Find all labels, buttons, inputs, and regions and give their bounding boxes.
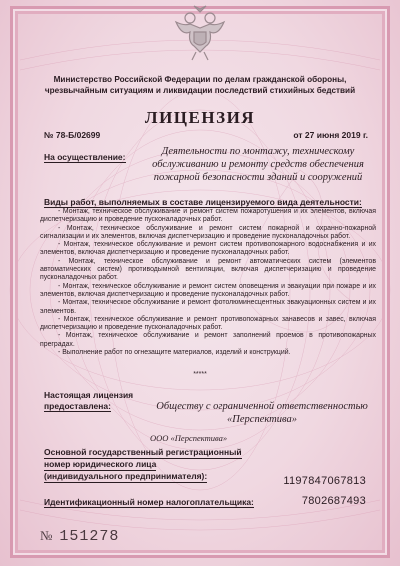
coat-of-arms-emblem-icon [168, 2, 232, 64]
license-number: № 78-Б/02699 [44, 130, 101, 140]
separator-stars: ***** [193, 371, 207, 378]
ogrn-label-line2: номер юридического лица [44, 459, 157, 469]
inn-value: 7802687493 [301, 495, 366, 507]
list-item: - Монтаж, техническое обслуживание и ремонт систем противопожарного водоснабжения и их элементов, включая диспетчеризацию и проведение пусконаладочных работ. [40, 241, 376, 257]
serial-prefix: № [40, 528, 54, 543]
ogrn-label [44, 447, 242, 483]
serial-value: 151278 [59, 528, 120, 545]
list-item: - Монтаж, техническое обслуживание и ремонт систем оповещения и эвакуации при пожаре и их элементов, включая диспетчеризацию и проведение пусконаладочных работ. [40, 282, 376, 298]
work-types-list [40, 208, 376, 357]
inn-label: Идентификационный номер налогоплательщика: [44, 497, 254, 507]
licensee-label-line2: предоставлена: [44, 401, 111, 411]
list-item: - Монтаж, техническое обслуживание и ремонт систем пожаротушения и их элементов, включая диспетчеризацию и проведение пусконаладочных работ. [40, 208, 376, 224]
work-types-title: Виды работ, выполняемых в составе лицензируемого вида деятельности: [44, 197, 362, 207]
list-item: - Выполнение работ по огнезащите материалов, изделий и конструкций. [58, 349, 291, 357]
license-date: от 27 июня 2019 г. [293, 130, 368, 140]
serial-number [40, 528, 119, 545]
ministry-name: Министерство Российской Федерации по делам гражданской обороны, чрезвычайным ситуациям и ликвидации последствий стихийных бедствий [44, 75, 356, 95]
ogrn-label-line1: Основной государственный регистрационный [44, 447, 242, 457]
implementation-text: Деятельности по монтажу, техническому обслуживанию и ремонту средств обеспечения пожарной безопасности зданий и сооружений [152, 146, 364, 183]
ogrn-label-line3: (индивидуального предпринимателя): [44, 471, 208, 481]
ogrn-value: 1197847067813 [283, 475, 366, 487]
licensee-full-name: Обществу с ограниченной ответственностью «Перспектива» [156, 401, 368, 425]
list-item: - Монтаж, техническое обслуживание и ремонт систем пожарной и охранно-пожарной сигнализации и их элементов, включая диспетчеризацию и проведение пусконаладочных работ. [40, 224, 376, 240]
list-item: - Монтаж, техническое обслуживание и ремонт автоматических систем (элементов автоматических систем) противодымной вентиляции, включая диспетчеризацию и проведение пусконаладочных работ. [40, 257, 376, 282]
list-item: - Монтаж, техническое обслуживание и ремонт противопожарных занавесов и завес, включая диспетчеризацию и проведение пусконаладочных работ. [40, 315, 376, 332]
licensee-short-name: ООО «Перспектива» [150, 433, 228, 443]
document-title: ЛИЦЕНЗИЯ [144, 108, 256, 127]
licensee-label-line1: Настоящая лицензия [44, 390, 134, 400]
list-item: - Монтаж, техническое обслуживание и ремонт фотолюминесцентных эвакуационных систем и их элементов. [40, 299, 376, 315]
licensee-label [44, 390, 133, 412]
implementation-label: На осуществление: [44, 152, 126, 162]
list-item: - Монтаж, техническое обслуживание и ремонт заполнений проемов в противопожарных преградах. [40, 332, 376, 348]
